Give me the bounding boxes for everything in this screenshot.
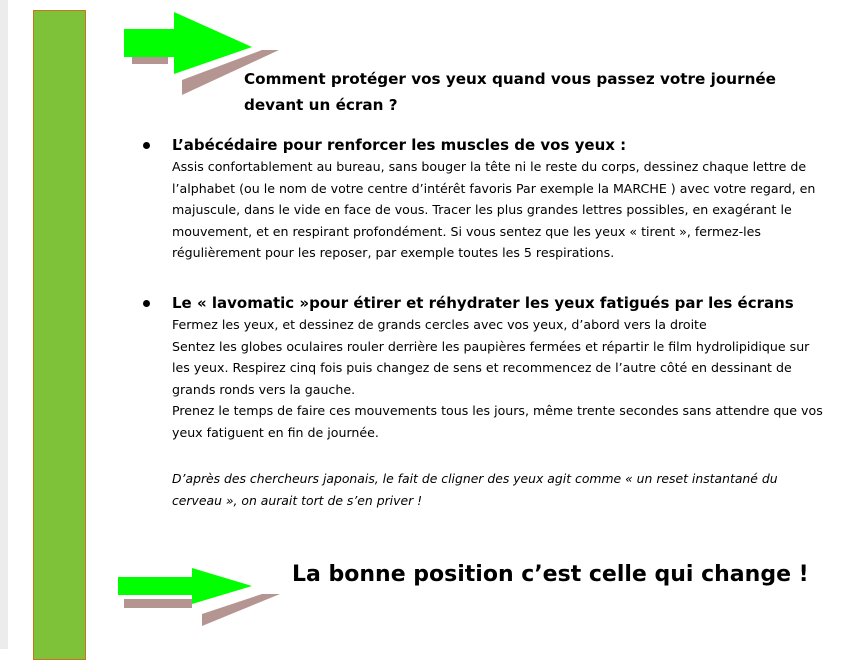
section-heading: L’abécédaire pour renforcer les muscles de vos yeux : [172, 136, 627, 154]
slogan-heading: La bonne position c’est celle qui change ! [292, 562, 809, 587]
document-title: Comment protéger vos yeux quand vous passez votre journée devant un écran ? [244, 70, 776, 114]
section-body [172, 314, 823, 444]
italic-quote: D’après des chercheurs japonais, le fait de cligner des yeux agit comme « un reset instantané du cerveau », on aurait tort de s’en priver ! [172, 471, 778, 508]
bullet-section-lavomatic [143, 292, 823, 444]
arrow-shadow-head [202, 594, 280, 626]
section-heading: Le « lavomatic »pour étirer et réhydrater les yeux fatigués par les écrans [172, 294, 794, 312]
arrow-right-icon [116, 568, 286, 630]
bullet-section-alphabet [143, 134, 823, 264]
arrow-shadow-shape [124, 599, 192, 608]
paragraph: Assis confortablement au bureau, sans bouger la tête ni le reste du corps, dessinez chaque lettre de l’alphabet (ou le nom de votre centre d’intérêt favoris Par exemple la MARCHE ) avec votre regard, en majuscule, dans le vide en face de vous. Tracer les plus grandes lettres possibles, en exagérant le mouvement, et en respirant profondément. Si vous sentez que les yeux « tirent », fermez-les régulièrement pour les reposer, par exemple toutes les 5 respirations. [172, 159, 816, 261]
page-gutter [0, 0, 8, 649]
paragraph: Fermez les yeux, et dessinez de grands cercles avec vos yeux, d’abord vers la droite [172, 317, 707, 332]
paragraph: Prenez le temps de faire ces mouvements tous les jours, même trente secondes sans attendre que vos yeux fatiguent en fin de journée. [172, 403, 823, 440]
arrow-shadow-shape [132, 57, 168, 64]
paragraph: Sentez les globes oculaires rouler derrière les paupières fermées et répartir le film hydrolipidique sur les yeux. Respirez cinq fois puis changez de sens et recommencez de l’autre côté en dessinant de grands ronds vers la gauche. [172, 338, 810, 397]
arrow-shaft-head [118, 568, 252, 604]
bullet-icon [143, 142, 150, 149]
green-margin-band [33, 10, 86, 660]
section-body [172, 156, 823, 264]
bullet-icon [143, 300, 150, 307]
